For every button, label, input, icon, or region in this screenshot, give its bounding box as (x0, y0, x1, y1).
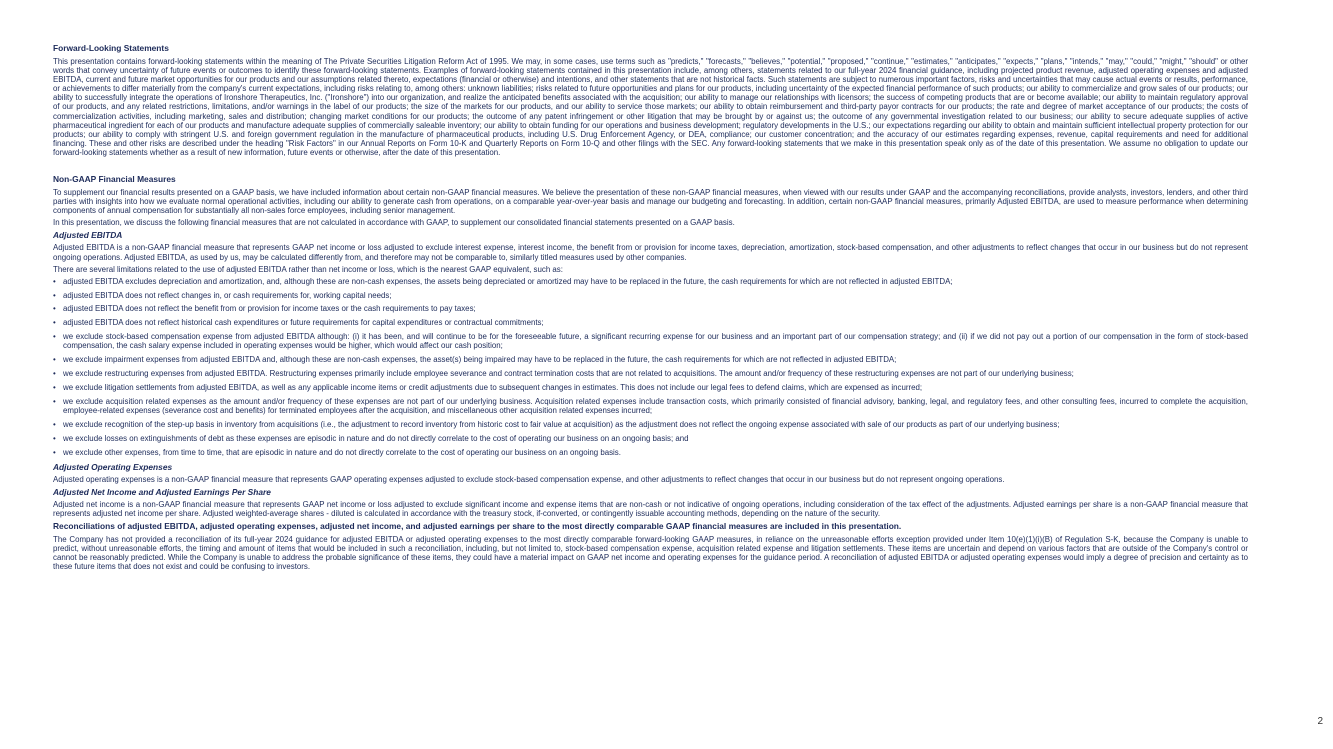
list-item: • we exclude litigation settlements from adjusted EBITDA, as well as any applicable income items or credit adjustments due to subsequent changes in estimates. This does not include our legal fees to defend claims, which are expensed as incurred; (53, 383, 1248, 392)
adjusted-opex-paragraph: Adjusted operating expenses is a non-GAAP financial measure that represents GAAP operating expenses adjusted to exclude stock-based compensation expense, and other adjustments to reflect changes that occur in our business but do not represent ongoing operations. (53, 474, 1005, 484)
forward-looking-heading: Forward-Looking Statements (53, 43, 169, 53)
adjusted-ebitda-paragraph-2: There are several limitations related to the use of adjusted EBITDA rather than net income or loss, which is the nearest GAAP equivalent, such as: (53, 264, 563, 274)
list-item: • we exclude stock-based compensation expense from adjusted EBITDA although: (i) it has been, and will continue to be for the foreseeable future, a significant recurring expense for our business and an important part of our compensation strategy; and (ii) if we did not pay out a portion of our compensation in the form of stock-based compensation, the cash salary expense included in operating expenses would be higher, which would affect our cash position; (53, 332, 1248, 350)
non-gaap-heading: Non-GAAP Financial Measures (53, 174, 176, 185)
adjusted-opex-heading: Adjusted Operating Expenses (53, 461, 173, 472)
forward-looking-paragraph: This presentation contains forward-looking statements within the meaning of The Private Securities Litigation Reform Act of 1995. We may, in some cases, use terms such as "predicts," "forecasts," "believes," "potential," "proposed," "continue," "estimates," "anticipates," "expects," "plans," "intends," "may," "could," "might," "should" or other words that convey uncertainty of future events or outcomes to identify these forward-looking statements. Examples of forward-looking statements contained in this presentation include, among others, statements related to our full-year 2024 financial guidance, including projected product revenue, adjusted operating expenses and adjusted EBITDA, current and future market opportunities for our products and our assumptions related thereto, expectations (financial or otherwise) and intentions, and other statements that are not historical facts. Such statements are subject to numerous important factors, risks and uncertainties that may cause actual events or results, performance, or achievements to differ materially from the company's current expectations, including risks relating to, among others: unknown liabilities; risks related to future opportunities and plans for our products, including uncertainty of the expected financial performance of such products; our ability to commercialize and grow sales of our products; our ability to successfully integrate the operations of Ironshore Therapeutics, Inc. ("Ironshore") into our organization, and realize the anticipated benefits associated with the acquisition; our ability to manage our relationships with licensors; the success of competing products that are or become available; our ability to maintain regulatory approval of our products, and any related restrictions, limitations, and/or warnings in the label of our products; the size of the markets for our products, and our ability to service those markets; our ability to obtain reimbursement and third-party payor contracts for our products; the rate and degree of market acceptance of our products; the costs of commercialization activities, including marketing, sales and distribution; changing market conditions for our products; the outcome of any patent infringement or other litigation that may be brought by or against us; the outcome of any governmental investigation related to our business; our ability to secure adequate supplies of active pharmaceutical ingredient for each of our products and manufacture adequate supplies of commercially saleable inventory; our ability to obtain funding for our operations and business development; regulatory developments in the U.S.; our expectations regarding our ability to obtain and maintain sufficient intellectual property protection for our products; our ability to comply with stringent U.S. and foreign government regulation in the manufacture of pharmaceutical products, including U.S. Drug Enforcement Agency, or DEA, compliance; our customer concentration; and the accuracy of our estimates regarding expenses, revenue, capital requirements and need for additional financing. These and other risks are described under the heading "Risk Factors" in our Annual Reports on Form 10-K and Quarterly Reports on Form 10-Q and other filings with the SEC. Any forward-looking statements that we make in this presentation speak only as of the date of this presentation. We assume no obligation to update our forward-looking statements whether as a result of new information, future events or otherwise, after the date of this presentation. (53, 57, 1248, 157)
list-item: • adjusted EBITDA does not reflect the benefit from or provision for income taxes or the cash requirements to pay taxes; (53, 304, 1248, 313)
list-item: • we exclude other expenses, from time to time, that are episodic in nature and do not directly correlate to the cost of operating our business on an ongoing basis. (53, 448, 1248, 457)
list-item: • we exclude recognition of the step-up basis in inventory from acquisitions (i.e., the adjustment to record inventory from historic cost to fair value at acquisition) as the adjustment does not reflect the ongoing expense associated with sale of our products as part of our underlying business; (53, 420, 1248, 429)
adjusted-net-income-paragraph: Adjusted net income is a non-GAAP financial measure that represents GAAP net income or loss adjusted to exclude significant income and expense items that are non-cash or not indicative of ongoing operations, including consideration of the tax effect of the adjustments. Adjusted earnings per share is a non-GAAP financial measure that represents adjusted net income per share. Adjusted weighted-average shares - diluted is calculated in accordance with the treasury stock, if-converted, or contingently issuable accounting methods, depending on the nature of the security. (53, 499, 1248, 518)
page-number: 2 (1317, 716, 1323, 727)
non-gaap-paragraph-1: To supplement our financial results presented on a GAAP basis, we have included information about certain non-GAAP financial measures. We believe the presentation of these non-GAAP financial measures, when viewed with our results under GAAP and the accompanying reconciliations, provide analysts, investors, lenders, and other third parties with insights into how we evaluate normal operational activities, including our ability to generate cash from operations, on a comparable year-over-year basis and manage our budgeting and forecasting. In addition, certain non-GAAP financial measures, primarily Adjusted EBITDA, are used to measure performance when determining components of annual compensation for substantially all non-sales force employees, including senior management. (53, 188, 1248, 216)
reconciliations-heading: Reconciliations of adjusted EBITDA, adjusted operating expenses, adjusted net income, and adjusted earnings per share to the most directly comparable GAAP financial measures are included in this presentation. (53, 520, 902, 531)
list-item: • adjusted EBITDA excludes depreciation and amortization, and, although these are non-cash expenses, the assets being depreciated or amortized may have to be replaced in the future, the cash requirements for which are not reflected in adjusted EBITDA; (53, 277, 1248, 286)
ebitda-limitations-list (53, 277, 1248, 457)
list-item: • we exclude impairment expenses from adjusted EBITDA and, although these are non-cash expenses, the asset(s) being impaired may have to be replaced in the future, the cash requirements for which are not reflected in adjusted EBITDA; (53, 355, 1248, 364)
adjusted-ebitda-paragraph-1: Adjusted EBITDA is a non-GAAP financial measure that represents GAAP net income or loss adjusted to exclude interest expense, interest income, the benefit from or provision for income taxes, depreciation, amortization, stock-based compensation, and other adjustments to reflect changes that occur in our business but do not represent ongoing operations. Adjusted EBITDA, as used by us, may be calculated differently from, and therefore may not be comparable to, similarly titled measures used by other companies. (53, 243, 1248, 262)
list-item: • we exclude losses on extinguishments of debt as these expenses are episodic in nature and do not directly correlate to the cost of operating our business on an ongoing basis; and (53, 434, 1248, 443)
list-item: • we exclude acquisition related expenses as the amount and/or frequency of these expenses are not part of our underlying business. Acquisition related expenses include transaction costs, which primarily consisted of financial advisory, banking, legal, and regulatory fees, and other consulting fees, incurred to complete the acquisition, employee-related expenses (severance cost and benefits) for terminated employees after the acquisition, and miscellaneous other acquisition related expenses incurred; (53, 397, 1248, 415)
adjusted-ebitda-heading: Adjusted EBITDA (53, 230, 123, 241)
list-item: • adjusted EBITDA does not reflect historical cash expenditures or future requirements for capital expenditures or contractual commitments; (53, 318, 1248, 327)
adjusted-net-income-heading: Adjusted Net Income and Adjusted Earnings Per Share (53, 486, 271, 497)
reconciliations-paragraph: The Company has not provided a reconciliation of its full-year 2024 guidance for adjusted EBITDA or adjusted operating expenses to the most directly comparable forward-looking GAAP measures, in reliance on the unreasonable efforts exception provided under Item 10(e)(1)(i)(B) of Regulation S-K, because the Company is unable to predict, without unreasonable efforts, the timing and amount of items that would be included in such a reconciliation, including, but not limited to, stock-based compensation expense, acquisition related expense and litigation settlements. These items are uncertain and depend on various factors that are outside of the Company's control or cannot be reasonably predicted. While the Company is unable to address the probable significance of these items, they could have a material impact on GAAP net income and operating expenses for the guidance period. A reconciliation of adjusted EBITDA or adjusted operating expenses would imply a degree of precision and certainty as to these future items that does not exist and could be confusing to investors. (53, 534, 1248, 572)
non-gaap-paragraph-2: In this presentation, we discuss the following financial measures that are not calculated in accordance with GAAP, to supplement our consolidated financial statements presented on a GAAP basis. (53, 218, 735, 228)
list-item: • adjusted EBITDA does not reflect changes in, or cash requirements for, working capital needs; (53, 291, 1248, 300)
page-content (53, 43, 1248, 574)
list-item: • we exclude restructuring expenses from adjusted EBITDA. Restructuring expenses primarily include employee severance and contract termination costs that are not related to acquisitions. The amount and/or frequency of these restructuring expenses are not part of our underlying business; (53, 369, 1248, 378)
